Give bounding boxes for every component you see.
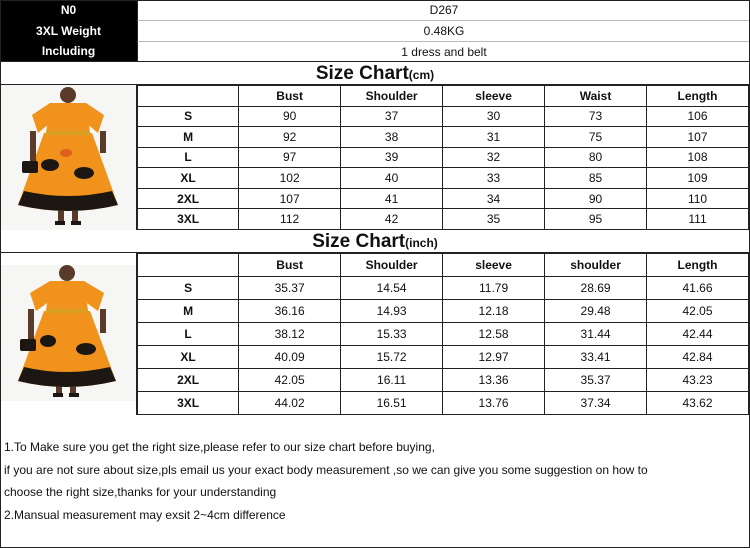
- note-line: 1.To Make sure you get the right size,please refer to our size chart before buying,: [4, 440, 435, 454]
- measurement-cell: 31.44: [545, 323, 647, 346]
- measurement-cell: 40.09: [239, 346, 341, 369]
- measurement-cell: 95: [545, 209, 647, 230]
- cm-chart-title: [0, 62, 750, 85]
- measurement-cell: 42.84: [647, 346, 749, 369]
- measurement-cell: 109: [647, 168, 749, 189]
- measurement-cell: 38: [341, 127, 443, 148]
- measurement-cell: 43.62: [647, 392, 749, 415]
- table-row: [138, 323, 749, 346]
- measurement-cell: 112: [239, 209, 341, 230]
- measurement-cell: 85: [545, 168, 647, 189]
- measurement-cell: 111: [647, 209, 749, 230]
- measurement-cell: 42.44: [647, 323, 749, 346]
- table-row: [138, 346, 749, 369]
- column-header: Length: [647, 86, 749, 107]
- measurement-cell: 90: [239, 106, 341, 127]
- note-line: 2.Mansual measurement may exsit 2~4cm difference: [4, 507, 286, 522]
- size-label: M: [138, 300, 239, 323]
- measurement-cell: 15.72: [341, 346, 443, 369]
- measurement-cell: 90: [545, 188, 647, 209]
- note-line: if you are not sure about size,pls email us your exact body measurement ,so we can give you some suggestion on how to: [4, 462, 648, 477]
- size-label: XL: [138, 168, 239, 189]
- cm-chart-unit: (cm): [408, 68, 435, 82]
- table-header-row: [138, 254, 749, 277]
- measurement-cell: 107: [647, 127, 749, 148]
- measurement-cell: 75: [545, 127, 647, 148]
- table-row: [138, 277, 749, 300]
- measurement-cell: 31: [443, 127, 545, 148]
- table-row: [138, 127, 749, 148]
- measurement-cell: 38.12: [239, 323, 341, 346]
- table-row: [138, 147, 749, 168]
- measurement-cell: 12.18: [443, 300, 545, 323]
- measurement-cell: 39: [341, 147, 443, 168]
- including-row: [0, 41, 750, 61]
- table-row: [138, 369, 749, 392]
- size-label: M: [138, 127, 239, 148]
- size-label: S: [138, 277, 239, 300]
- dress-photo-inch: [0, 253, 137, 415]
- dress-photo-cm: [0, 85, 137, 230]
- measurement-cell: 37.34: [545, 392, 647, 415]
- cm-chart-title-text: Size Chart: [315, 63, 409, 84]
- including-value: 1 dress and belt: [137, 41, 750, 61]
- measurement-cell: 28.69: [545, 277, 647, 300]
- measurement-cell: 92: [239, 127, 341, 148]
- including-label: Including: [0, 41, 137, 61]
- size-label: L: [138, 147, 239, 168]
- column-header: Shoulder: [341, 86, 443, 107]
- dress-model-image: [0, 85, 136, 230]
- size-column-header: [138, 254, 239, 277]
- table-row: [138, 106, 749, 127]
- size-label: XL: [138, 346, 239, 369]
- column-header: Bust: [239, 254, 341, 277]
- column-header: Waist: [545, 86, 647, 107]
- column-header: sleeve: [443, 86, 545, 107]
- table-header-row: [138, 86, 749, 107]
- measurement-cell: 13.36: [443, 369, 545, 392]
- column-header: Shoulder: [341, 254, 443, 277]
- measurement-cell: 33: [443, 168, 545, 189]
- measurement-cell: 110: [647, 188, 749, 209]
- weight-value: 0.48KG: [137, 20, 750, 41]
- measurement-cell: 30: [443, 106, 545, 127]
- table-row: [138, 168, 749, 189]
- measurement-cell: 41: [341, 188, 443, 209]
- measurement-cell: 73: [545, 106, 647, 127]
- measurement-cell: 13.76: [443, 392, 545, 415]
- measurement-cell: 11.79: [443, 277, 545, 300]
- measurement-cell: 40: [341, 168, 443, 189]
- measurement-cell: 44.02: [239, 392, 341, 415]
- inch-chart-title: [0, 230, 750, 253]
- measurement-cell: 102: [239, 168, 341, 189]
- product-number-row: [0, 0, 750, 20]
- measurement-cell: 33.41: [545, 346, 647, 369]
- measurement-cell: 97: [239, 147, 341, 168]
- inch-chart-title-text: Size Chart: [312, 231, 406, 252]
- column-header: shoulder: [545, 254, 647, 277]
- size-label: 3XL: [138, 392, 239, 415]
- dress-model-image: [0, 253, 136, 415]
- measurement-cell: 29.48: [545, 300, 647, 323]
- measurement-cell: 42.05: [647, 300, 749, 323]
- column-header: Length: [647, 254, 749, 277]
- size-label: L: [138, 323, 239, 346]
- size-notes: [4, 436, 746, 526]
- weight-label: 3XL Weight: [0, 20, 137, 41]
- inch-size-table: [137, 253, 749, 415]
- measurement-cell: 14.54: [341, 277, 443, 300]
- measurement-cell: 15.33: [341, 323, 443, 346]
- size-label: 3XL: [138, 209, 239, 230]
- note-line: choose the right size,thanks for your understanding: [4, 485, 277, 499]
- measurement-cell: 16.51: [341, 392, 443, 415]
- measurement-cell: 34: [443, 188, 545, 209]
- size-column-header: [138, 86, 239, 107]
- product-number-label: N0: [0, 0, 137, 20]
- column-header: sleeve: [443, 254, 545, 277]
- size-label: 2XL: [138, 188, 239, 209]
- cm-size-table: [137, 85, 749, 230]
- size-label: 2XL: [138, 369, 239, 392]
- measurement-cell: 107: [239, 188, 341, 209]
- measurement-cell: 42.05: [239, 369, 341, 392]
- product-number-value: D267: [137, 0, 750, 20]
- measurement-cell: 35.37: [545, 369, 647, 392]
- column-header: Bust: [239, 86, 341, 107]
- measurement-cell: 16.11: [341, 369, 443, 392]
- measurement-cell: 35.37: [239, 277, 341, 300]
- inch-chart-unit: (inch): [405, 236, 438, 250]
- size-label: S: [138, 106, 239, 127]
- table-row: [138, 209, 749, 230]
- measurement-cell: 32: [443, 147, 545, 168]
- measurement-cell: 41.66: [647, 277, 749, 300]
- weight-row: [0, 20, 750, 41]
- measurement-cell: 43.23: [647, 369, 749, 392]
- measurement-cell: 12.97: [443, 346, 545, 369]
- measurement-cell: 14.93: [341, 300, 443, 323]
- measurement-cell: 36.16: [239, 300, 341, 323]
- measurement-cell: 42: [341, 209, 443, 230]
- table-row: [138, 188, 749, 209]
- measurement-cell: 106: [647, 106, 749, 127]
- product-info-header: [0, 0, 750, 62]
- measurement-cell: 37: [341, 106, 443, 127]
- measurement-cell: 108: [647, 147, 749, 168]
- measurement-cell: 35: [443, 209, 545, 230]
- table-row: [138, 300, 749, 323]
- measurement-cell: 80: [545, 147, 647, 168]
- measurement-cell: 12.58: [443, 323, 545, 346]
- table-row: [138, 392, 749, 415]
